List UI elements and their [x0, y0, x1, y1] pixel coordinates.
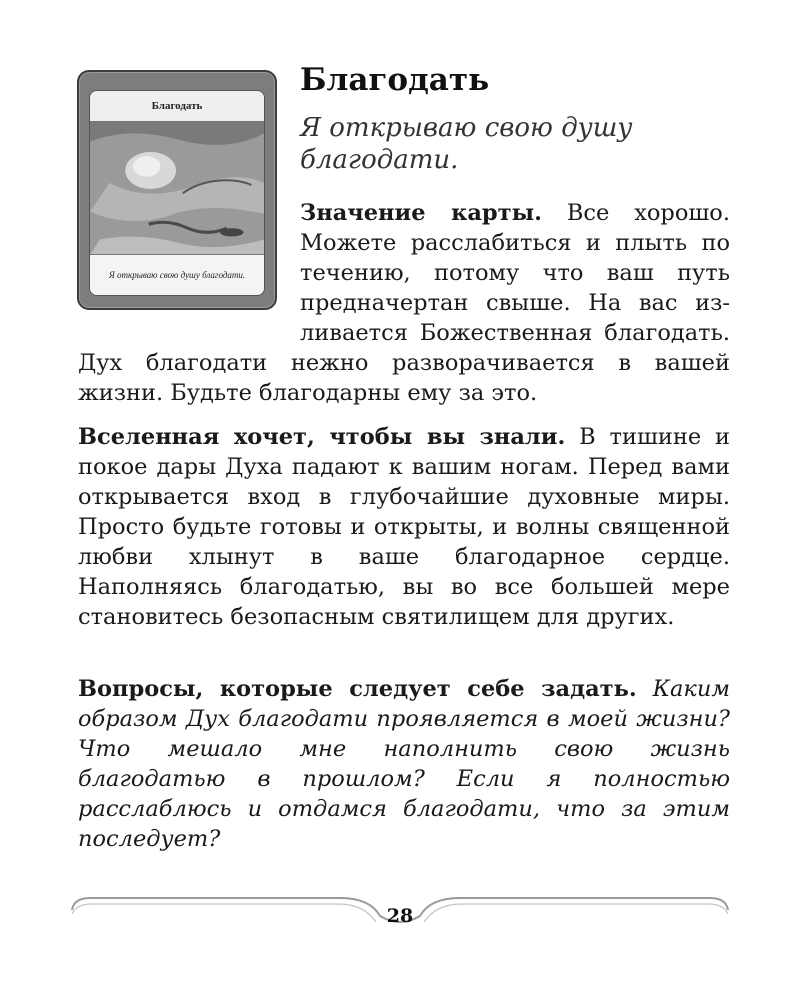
section-questions — [78, 674, 730, 854]
section-text: Каким образом Дух благодати проявляется в моей жизни? Что мешало мне наполнить свою жизнь благодатью в прошлом? Если я полностью расслаблюсь и отдамся благодати, что за этим последует? — [78, 676, 731, 852]
card-affirmation: Я открываю свою душу благодати. — [300, 113, 633, 175]
card-float-spacer — [78, 198, 300, 346]
section-text: В тишине и покое дары Духа падают к вашим ногам. Перед вами открывается вход в глубочайшие духовные миры. Просто будьте готовы и открыты, и волны священной любви хлынут в ваше благодарное сердце. Наполняясь благодатью, вы во все большей мере становитесь безопасным святилищем для других. — [78, 424, 730, 630]
section-card-meaning — [78, 198, 730, 408]
page-title: Благодать — [300, 62, 490, 98]
page-number: 28 — [386, 905, 414, 927]
section-lead: Вопросы, которые следует себе задать. — [78, 676, 637, 702]
section-lead: Значение карты. — [300, 200, 542, 226]
section-lead: Вселенная хочет, чтобы вы знали. — [78, 424, 566, 450]
card-caption: Я открываю свою душу благодати. — [90, 254, 264, 295]
section-text: Все хорошо. Можете расслабиться и плыть по течению, потому что ваш путь предначертан свыше. На вас изливается Божественная благодать. Дух благодати нежно разворачивается в вашей жизни. Будьте благодарны ему за это. — [78, 200, 730, 406]
section-universe-message — [78, 422, 730, 632]
card-title: Благодать — [90, 91, 264, 122]
